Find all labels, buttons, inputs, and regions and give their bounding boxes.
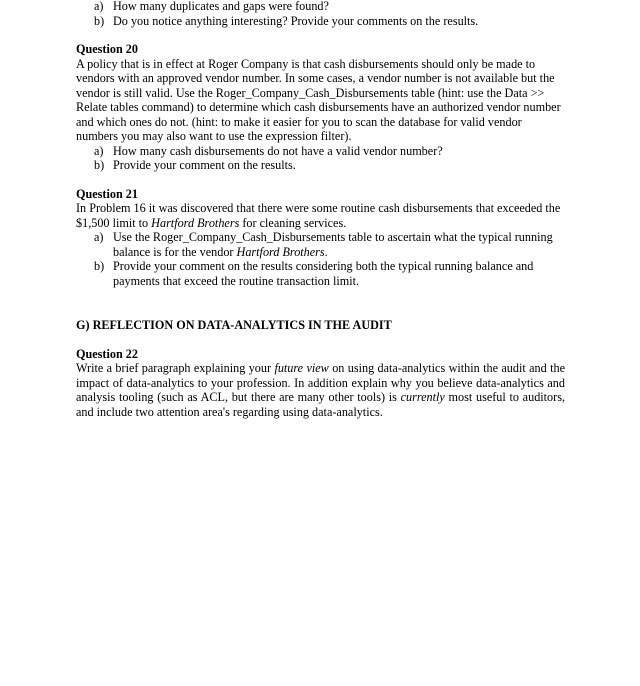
question-21-body-text: In Problem 16 it was discovered that there were some routine cash disbursements that exceeded the $1,500 limit to [76,201,561,230]
previous-question-list [76,0,565,28]
list-item [76,0,565,14]
list-item [76,144,565,159]
question-22-text-3: most useful to auditors, and include two attention area's regarding using data-analytics. [76,390,565,419]
question-21-list [76,230,565,288]
list-item-text: Do you notice anything interesting? Provide your comments on the results. [113,13,479,28]
document-page [76,0,565,419]
list-item-text: Provide your comment on the results considering both the typical running balance and payments that exceed the routine transaction limit. [113,259,534,288]
list-item-label: b) [94,158,105,172]
vendor-name-emphasis: Hartford Brothers [151,215,240,230]
question-21-body [76,201,565,230]
list-item-text-end: . [324,244,328,259]
question-21-heading: Question 21 [76,186,138,201]
list-item [76,259,565,288]
question-20-body: A policy that is in effect at Roger Company is that cash disbursements should only be made to vendors with an approved vendor number. In some cases, a vendor number is not available but the vendor is still valid. Use the Roger_Company_Cash_Disbursements table (hint: use the Data >> Relate tables command) to determine which cash disbursements have an authorized vendor number and which ones do not. (hint: to make it easier for you to scan the database for valid vendor numbers you may also want to use the expression filter). [76,56,561,143]
question-20-heading: Question 20 [76,42,138,56]
list-item-text [113,230,553,259]
list-item-text: How many duplicates and gaps were found? [113,0,329,13]
list-item-text: How many cash disbursements do not have a valid vendor number? [113,143,443,158]
list-item [76,158,565,173]
list-item-label: a) [94,143,104,158]
list-item-label: b) [94,259,105,273]
question-22-text-1: Write a brief paragraph explaining your [76,361,275,375]
question-22-body [76,361,565,419]
question-22-text-2: on using data-analytics within the audit and the impact of data-analytics to your profession. In addition explain why you believe data-analytics and analysis tooling (such as ACL, but there are many other tools) is [76,361,565,404]
list-item-text-part: Use the Roger_Company_Cash_Disbursements table to ascertain what the typical running balance is for the vendor [113,230,553,259]
question-21-body-text-end: for cleaning services. [239,215,347,230]
question-20-list [76,144,565,173]
currently-emphasis: currently [400,390,445,404]
future-view-emphasis: future view [274,361,329,375]
question-22-heading: Question 22 [76,346,138,361]
list-item-label: a) [94,0,104,13]
list-item [76,14,565,29]
section-g-title: G) REFLECTION ON DATA-ANALYTICS IN THE AUDIT [76,318,392,332]
list-item [76,230,565,259]
list-item-text: Provide your comment on the results. [113,158,296,172]
list-item-label: a) [94,230,104,244]
list-item-label: b) [94,13,105,28]
vendor-name-emphasis: Hartford Brothers [236,244,325,259]
